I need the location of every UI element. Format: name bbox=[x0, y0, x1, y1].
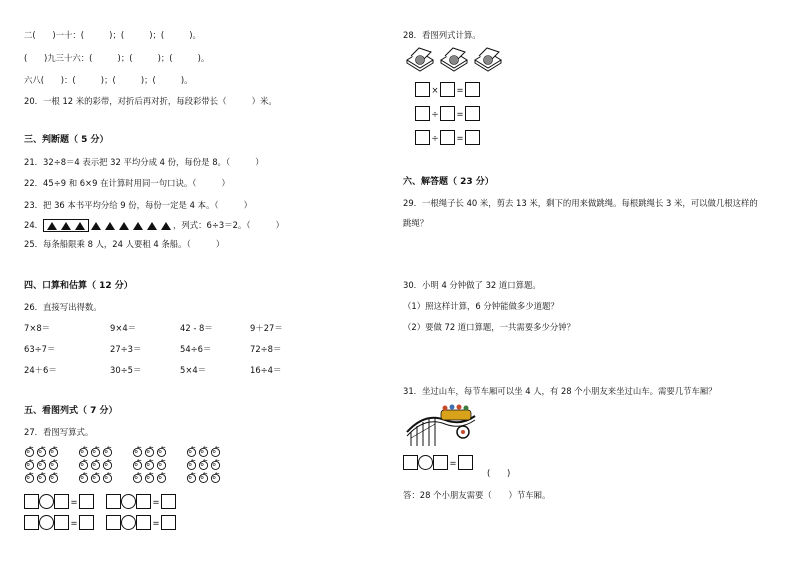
q28-equation-1: × = bbox=[415, 82, 480, 97]
answer-box[interactable] bbox=[458, 455, 473, 470]
question-25: 25．每条船限乘 8 人，24 人要租 4 条船。（ ） bbox=[24, 239, 225, 249]
triangle-group-box bbox=[43, 219, 89, 232]
apple-icon bbox=[186, 472, 197, 483]
apple-icon bbox=[186, 459, 197, 470]
calc-item: 9×4＝ bbox=[110, 323, 137, 333]
question-29-line-2: 跳绳？ bbox=[403, 218, 429, 228]
calc-item: 9＋27＝ bbox=[250, 323, 283, 333]
answer-box[interactable] bbox=[161, 515, 176, 530]
apple-icon bbox=[156, 459, 167, 470]
calc-item: 24＋6＝ bbox=[24, 365, 57, 375]
apple-icon bbox=[36, 472, 47, 483]
answer-box[interactable] bbox=[465, 82, 480, 97]
apple-icon bbox=[24, 459, 35, 470]
triangle-icon bbox=[75, 222, 85, 230]
apple-icon bbox=[90, 459, 101, 470]
calc-row-3 bbox=[24, 364, 304, 376]
apple-icon bbox=[102, 459, 113, 470]
apple-icon bbox=[210, 459, 221, 470]
apple-icon bbox=[144, 472, 155, 483]
apple-icon bbox=[90, 472, 101, 483]
calc-item: 72÷8＝ bbox=[250, 344, 282, 354]
apple-icon bbox=[210, 446, 221, 457]
question-24-number: 24． bbox=[24, 220, 44, 230]
apple-icon bbox=[132, 459, 143, 470]
answer-box[interactable] bbox=[465, 106, 480, 121]
equation-row-1: = = bbox=[24, 494, 176, 509]
answer-box[interactable] bbox=[415, 130, 430, 145]
question-23: 23．把 36 本书平均分给 9 份，每份一定是 4 本。（ ） bbox=[24, 200, 252, 210]
calc-item: 30÷5＝ bbox=[110, 365, 142, 375]
section-5-title: 五、看图列式（ 7 分） bbox=[24, 406, 118, 416]
triangle-icon bbox=[91, 222, 101, 230]
question-28: 28．看图列式计算。 bbox=[403, 30, 481, 40]
apple-icon bbox=[48, 472, 59, 483]
apple-icon bbox=[186, 446, 197, 457]
apple-icon bbox=[132, 446, 143, 457]
answer-box[interactable] bbox=[415, 82, 430, 97]
apple-icon bbox=[102, 446, 113, 457]
question-31: 31．坐过山车，每节车厢可以坐 4 人，有 28 个小朋友来坐过山车。需要几节车厢？ bbox=[403, 386, 717, 396]
answer-box[interactable] bbox=[54, 494, 69, 509]
answer-box[interactable] bbox=[106, 494, 121, 509]
apple-icon bbox=[78, 459, 89, 470]
triangle-icon bbox=[47, 222, 57, 230]
pizza-boxes bbox=[405, 46, 507, 72]
operator-circle[interactable] bbox=[39, 515, 54, 530]
calc-item: 63÷7＝ bbox=[24, 344, 56, 354]
question-20: 20．一根 12 米的彩带，对折后再对折，每段彩带长（ ）米。 bbox=[24, 96, 277, 106]
section-4-title: 四、口算和估算（ 12 分） bbox=[24, 281, 133, 291]
answer-box[interactable] bbox=[415, 106, 430, 121]
apple-icon bbox=[24, 446, 35, 457]
answer-box[interactable] bbox=[24, 515, 39, 530]
q31-equation: = bbox=[403, 455, 473, 470]
answer-box[interactable] bbox=[79, 515, 94, 530]
answer-box[interactable] bbox=[79, 494, 94, 509]
apple-icon bbox=[78, 446, 89, 457]
apple-groups bbox=[24, 446, 254, 488]
apple-icon bbox=[198, 446, 209, 457]
answer-box[interactable] bbox=[24, 494, 39, 509]
calc-item: 16÷4＝ bbox=[250, 365, 282, 375]
triangle-icon bbox=[161, 222, 171, 230]
answer-box[interactable] bbox=[106, 515, 121, 530]
question-27: 27．看图写算式。 bbox=[24, 427, 94, 437]
apple-icon bbox=[198, 459, 209, 470]
question-21: 21．32÷8＝4 表示把 32 平均分成 4 份，每份是 8。（ ） bbox=[24, 157, 264, 167]
calc-item: 42 - 8＝ bbox=[180, 323, 213, 333]
answer-box[interactable] bbox=[403, 455, 418, 470]
calc-row-2 bbox=[24, 343, 304, 355]
operator-sign: ÷ bbox=[431, 132, 439, 143]
answer-box[interactable] bbox=[136, 494, 151, 509]
question-26: 26．直接写出得数。 bbox=[24, 302, 102, 312]
calc-item: 5×4＝ bbox=[180, 365, 207, 375]
question-30: 30．小明 4 分钟做了 32 道口算题。 bbox=[403, 280, 541, 290]
section-3-title: 三、判断题（ 5 分） bbox=[24, 135, 109, 145]
apple-icon bbox=[48, 446, 59, 457]
calc-row-1 bbox=[24, 322, 304, 334]
question-29-line-1: 29．一根绳子长 40 米，剪去 13 米，剩下的用来做跳绳。每根跳绳长 3 米，可以做几根这样的 bbox=[403, 198, 758, 208]
answer-box[interactable] bbox=[440, 106, 455, 121]
question-22: 22．45÷9 和 6×9 在计算时用同一句口诀。（ ） bbox=[24, 178, 230, 188]
q28-equation-2: ÷ = bbox=[415, 106, 480, 121]
operator-sign: ÷ bbox=[431, 108, 439, 119]
answer-box[interactable] bbox=[440, 82, 455, 97]
apple-icon bbox=[90, 446, 101, 457]
section-6-title: 六、解答题（ 23 分） bbox=[403, 177, 494, 187]
apple-icon bbox=[156, 472, 167, 483]
pizza-box-icon bbox=[439, 46, 469, 72]
pizza-box-icon bbox=[473, 46, 503, 72]
answer-box[interactable] bbox=[136, 515, 151, 530]
question-30-part-1: （1）照这样计算，6 分钟能做多少道题？ bbox=[403, 301, 559, 311]
right-column bbox=[397, 0, 767, 561]
multiplication-rhyme-1: 二( )一十：( )；( )；( )。 bbox=[24, 30, 201, 40]
multiplication-rhyme-2: ( )九三十六：( )；( )；( )。 bbox=[24, 53, 210, 63]
answer-box[interactable] bbox=[161, 494, 176, 509]
apple-icon bbox=[102, 472, 113, 483]
answer-box[interactable] bbox=[465, 130, 480, 145]
apple-icon bbox=[36, 446, 47, 457]
apple-icon bbox=[144, 459, 155, 470]
apple-icon bbox=[210, 472, 221, 483]
apple-icon bbox=[24, 472, 35, 483]
left-column bbox=[0, 0, 370, 561]
q28-equation-3: ÷ = bbox=[415, 130, 480, 145]
operator-sign: × bbox=[431, 84, 439, 95]
answer-box[interactable] bbox=[54, 515, 69, 530]
calc-item: 7×8＝ bbox=[24, 323, 51, 333]
answer-box[interactable] bbox=[440, 130, 455, 145]
question-30-part-2: （2）要做 72 道口算题，一共需要多少分钟？ bbox=[403, 322, 576, 332]
apple-icon bbox=[78, 472, 89, 483]
operator-circle[interactable] bbox=[121, 515, 136, 530]
operator-circle[interactable] bbox=[418, 455, 433, 470]
triangle-icon bbox=[133, 222, 143, 230]
equation-row-2: = = bbox=[24, 515, 176, 530]
calc-item: 54÷6＝ bbox=[180, 344, 212, 354]
apple-icon bbox=[36, 459, 47, 470]
answer-box[interactable] bbox=[433, 455, 448, 470]
q31-unit-blank[interactable]: ( ) bbox=[487, 468, 511, 478]
apple-icon bbox=[198, 472, 209, 483]
multiplication-rhyme-3: 六八( )：( )；( )；( )。 bbox=[24, 75, 193, 85]
apple-icon bbox=[48, 459, 59, 470]
apple-icon bbox=[156, 446, 167, 457]
apple-icon bbox=[144, 446, 155, 457]
question-24 bbox=[24, 219, 284, 232]
calc-item: 27÷3＝ bbox=[110, 344, 142, 354]
operator-circle[interactable] bbox=[121, 494, 136, 509]
question-31-answer: 答：28 个小朋友需要（ ）节车厢。 bbox=[403, 490, 551, 500]
pizza-box-icon bbox=[405, 46, 435, 72]
triangle-icon bbox=[119, 222, 129, 230]
question-24-text: ，列式：6÷3＝2。（ ） bbox=[173, 220, 284, 230]
apple-icon bbox=[132, 472, 143, 483]
roller-coaster-icon bbox=[405, 402, 477, 446]
operator-circle[interactable] bbox=[39, 494, 54, 509]
triangle-icon bbox=[147, 222, 157, 230]
triangle-icon bbox=[61, 222, 71, 230]
triangle-icon bbox=[105, 222, 115, 230]
